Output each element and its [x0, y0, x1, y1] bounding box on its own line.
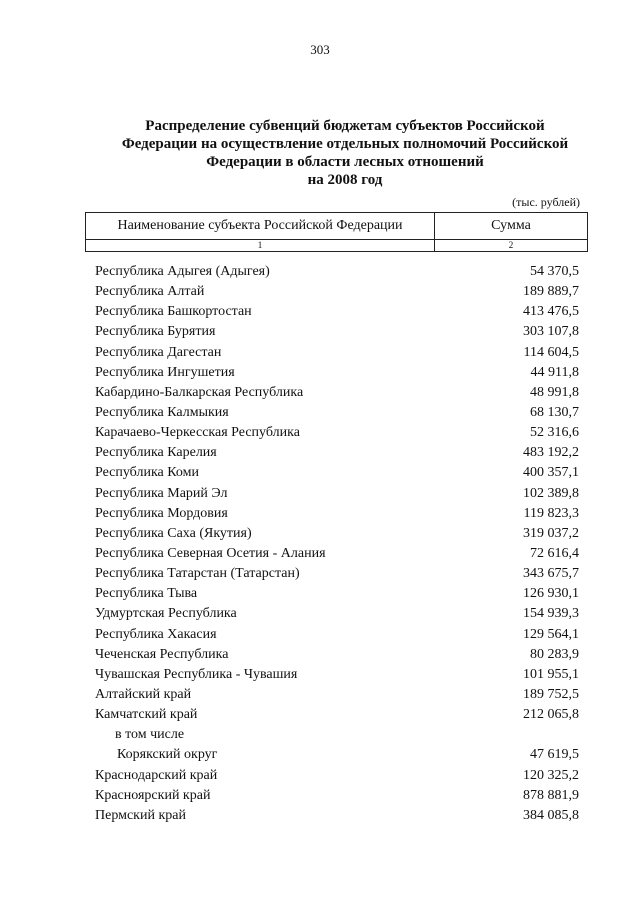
- subject-name: Республика Алтай: [95, 284, 205, 300]
- table-row: [95, 524, 579, 544]
- subject-amount: 48 991,8: [530, 384, 579, 400]
- subject-name: в том числе: [115, 727, 185, 743]
- subject-name: Республика Ингушетия: [95, 364, 235, 380]
- table-row: [95, 302, 579, 322]
- subject-amount: 101 955,1: [523, 666, 579, 682]
- column-number-1: 1: [86, 240, 435, 252]
- subject-amount: 154 939,3: [523, 606, 579, 622]
- subject-name: Республика Саха (Якутия): [95, 525, 252, 541]
- subject-amount: 126 930,1: [523, 586, 579, 602]
- table-row: [95, 665, 579, 685]
- subject-amount: 80 283,9: [530, 646, 579, 662]
- table-row: [95, 282, 579, 302]
- table-row: [95, 544, 579, 564]
- subject-name: Республика Бурятия: [95, 324, 216, 340]
- table-row: [95, 423, 579, 443]
- page-number: 303: [310, 42, 330, 57]
- table-row: [95, 745, 579, 765]
- subject-name: Карачаево-Черкесская Республика: [95, 425, 300, 441]
- subject-name: Красноярский край: [95, 787, 211, 803]
- subject-name: Республика Башкортостан: [95, 304, 252, 320]
- document-title: [90, 117, 600, 189]
- subject-amount: 189 752,5: [523, 686, 579, 702]
- table-row: [95, 625, 579, 645]
- subject-name: Республика Татарстан (Татарстан): [95, 566, 300, 582]
- subject-name: Алтайский край: [95, 686, 192, 702]
- table-row: [95, 705, 579, 725]
- subject-name: Республика Адыгея (Адыгея): [95, 264, 270, 279]
- subject-name: Камчатский край: [95, 707, 198, 723]
- table-row: [95, 645, 579, 665]
- subject-name: Корякский округ: [117, 747, 218, 763]
- subject-name: Республика Мордовия: [95, 505, 228, 521]
- subject-amount: 129 564,1: [523, 626, 579, 642]
- subject-amount: 189 889,7: [523, 284, 579, 300]
- subject-amount: 68 130,7: [530, 404, 579, 420]
- subject-amount: 120 325,2: [523, 767, 579, 783]
- subject-name: Республика Калмыкия: [95, 404, 229, 420]
- subject-amount: 114 604,5: [523, 344, 579, 360]
- subject-name: Краснодарский край: [95, 767, 218, 783]
- subject-amount: 319 037,2: [523, 525, 579, 541]
- subject-name: Пермский край: [95, 807, 186, 823]
- subject-name: Чеченская Республика: [95, 646, 229, 662]
- subject-amount: 54 370,5: [530, 264, 579, 279]
- table-row: [95, 343, 579, 363]
- table-row: [95, 685, 579, 705]
- table-row: [95, 786, 579, 806]
- subject-amount: 212 065,8: [523, 707, 579, 723]
- table-header: [85, 212, 588, 252]
- subject-amount: 878 881,9: [523, 787, 579, 803]
- table-row: [95, 363, 579, 383]
- table-row: [95, 322, 579, 342]
- subject-name: Чувашская Республика - Чувашия: [95, 666, 298, 682]
- subject-name: Республика Хакасия: [95, 626, 217, 642]
- title-line: Распределение субвенций бюджетам субъектов Российской: [145, 118, 545, 134]
- subject-name: Кабардино-Балкарская Республика: [95, 384, 304, 400]
- table-row: [95, 484, 579, 504]
- subject-name: Республика Коми: [95, 465, 199, 481]
- table-row: [95, 725, 579, 745]
- subject-amount: 119 823,3: [523, 505, 579, 521]
- table-row: [95, 383, 579, 403]
- subject-amount: 483 192,2: [523, 445, 579, 461]
- table-row: [95, 806, 579, 826]
- subject-amount: 72 616,4: [530, 545, 579, 561]
- subject-amount: 343 675,7: [523, 566, 579, 582]
- table-row: [95, 262, 579, 282]
- table-row: [95, 604, 579, 624]
- table-row: [95, 766, 579, 786]
- subject-name: Республика Карелия: [95, 445, 217, 461]
- subject-amount: 384 085,8: [523, 807, 579, 823]
- title-line: Федерации в области лесных отношений: [206, 154, 484, 170]
- subject-name: Республика Тыва: [95, 586, 198, 602]
- subject-amount: 47 619,5: [530, 747, 579, 763]
- column-header-amount: Сумма: [435, 213, 588, 240]
- subject-list: [95, 262, 579, 826]
- subject-amount: 413 476,5: [523, 304, 579, 320]
- table-row: [95, 443, 579, 463]
- subject-name: Республика Северная Осетия - Алания: [95, 545, 326, 561]
- subject-name: Удмуртская Республика: [95, 606, 237, 622]
- subject-amount: 102 389,8: [523, 485, 579, 501]
- table-row: [95, 504, 579, 524]
- subject-amount: 44 911,8: [530, 364, 579, 380]
- table-row: [95, 403, 579, 423]
- units-label: (тыс. рублей): [512, 195, 580, 209]
- subject-name: Республика Марий Эл: [95, 485, 228, 501]
- table-row: [95, 564, 579, 584]
- subject-name: Республика Дагестан: [95, 344, 222, 360]
- subject-amount: 400 357,1: [523, 465, 579, 481]
- column-number-2: 2: [435, 240, 588, 252]
- title-line: на 2008 год: [307, 172, 383, 188]
- subject-amount: 52 316,6: [530, 425, 579, 441]
- column-header-name: Наименование субъекта Российской Федерации: [86, 213, 435, 240]
- subject-amount: 303 107,8: [523, 324, 579, 340]
- table-row: [95, 463, 579, 483]
- table-row: [95, 584, 579, 604]
- title-line: Федерации на осуществление отдельных полномочий Российской: [121, 136, 569, 152]
